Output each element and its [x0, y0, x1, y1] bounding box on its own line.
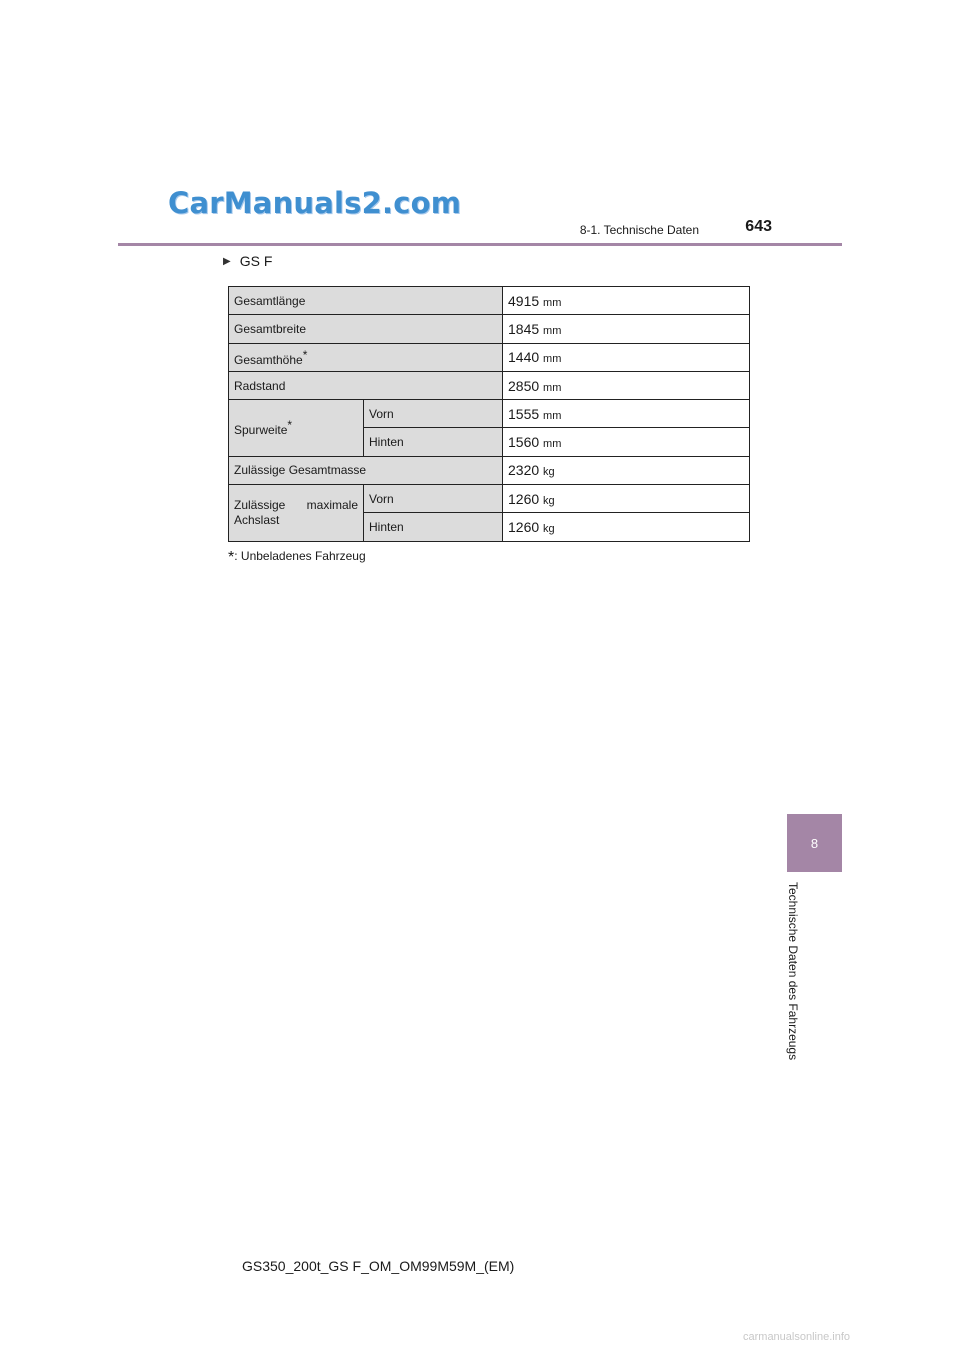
table-row: [229, 287, 750, 315]
spec-value: [503, 428, 750, 456]
footnote-text: : Unbeladenes Fahrzeug: [234, 549, 366, 563]
spec-value: [503, 371, 750, 399]
footnote: [228, 549, 366, 567]
spec-sublabel: Vorn: [364, 400, 503, 428]
spec-value: [503, 485, 750, 513]
spec-label-text: Spurweite: [234, 423, 288, 438]
table-row: [229, 485, 750, 513]
spec-label: Gesamtbreite: [229, 315, 503, 343]
value-number: 1260: [508, 519, 540, 536]
triangle-bullet-icon: ▶: [223, 255, 231, 267]
value-unit: mm: [543, 438, 562, 451]
spec-value: [503, 400, 750, 428]
spec-table: [228, 286, 750, 542]
spec-value: [503, 513, 750, 541]
value-unit: kg: [543, 494, 555, 507]
spec-label: Zulässige maximale Achslast: [229, 485, 364, 542]
chapter-number: 8: [810, 835, 819, 851]
spec-label: Gesamtlänge: [229, 287, 503, 315]
spec-label: Zulässige Gesamtmasse: [229, 456, 503, 484]
value-unit: mm: [543, 381, 562, 394]
spec-value: [503, 287, 750, 315]
spec-value: [503, 315, 750, 343]
document-id: GS350_200t_GS F_OM_OM99M59M_(EM): [242, 1258, 515, 1274]
value-unit: kg: [543, 523, 555, 536]
value-number: 1260: [508, 490, 540, 507]
value-unit: mm: [543, 409, 562, 422]
value-unit: mm: [543, 296, 562, 309]
footnote-marker: *: [228, 549, 235, 566]
carmanuals-logo: CarManuals2.com: [168, 186, 462, 220]
footnote-marker: *: [302, 347, 308, 362]
value-number: 2850: [508, 377, 540, 394]
watermark: carmanualsonline.info: [743, 1331, 851, 1343]
spec-value: [503, 343, 750, 371]
chapter-title: Technische Daten des Fahrzeugs: [786, 882, 800, 1061]
section-title: GS F: [239, 253, 273, 269]
table-row: [229, 400, 750, 428]
value-number: 2320: [508, 462, 540, 479]
header-section-title: 8-1. Technische Daten: [579, 223, 699, 237]
chapter-tab: [787, 814, 842, 872]
spec-label-text: Gesamthöhe: [234, 352, 303, 367]
spec-label: Radstand: [229, 371, 503, 399]
spec-value: [503, 456, 750, 484]
value-unit: mm: [543, 353, 562, 366]
table-row: [229, 343, 750, 371]
spec-label: [229, 400, 364, 457]
header-rule: [118, 243, 842, 246]
value-number: 4915: [508, 292, 540, 309]
value-unit: mm: [543, 324, 562, 337]
footnote-marker: *: [287, 418, 293, 433]
value-number: 1555: [508, 405, 540, 422]
spec-sublabel: Hinten: [364, 513, 503, 541]
table-row: [229, 315, 750, 343]
value-number: 1560: [508, 434, 540, 451]
value-unit: kg: [543, 466, 555, 479]
chapter-side-label: [786, 882, 800, 1068]
spec-sublabel: Hinten: [364, 428, 503, 456]
spec-label: [229, 343, 503, 371]
page-number: 643: [745, 218, 772, 235]
table-row: [229, 456, 750, 484]
value-number: 1845: [508, 320, 540, 337]
value-number: 1440: [508, 349, 540, 366]
page-header: [118, 216, 842, 248]
spec-sublabel: Vorn: [364, 485, 503, 513]
section-heading: [223, 253, 272, 269]
table-row: [229, 371, 750, 399]
